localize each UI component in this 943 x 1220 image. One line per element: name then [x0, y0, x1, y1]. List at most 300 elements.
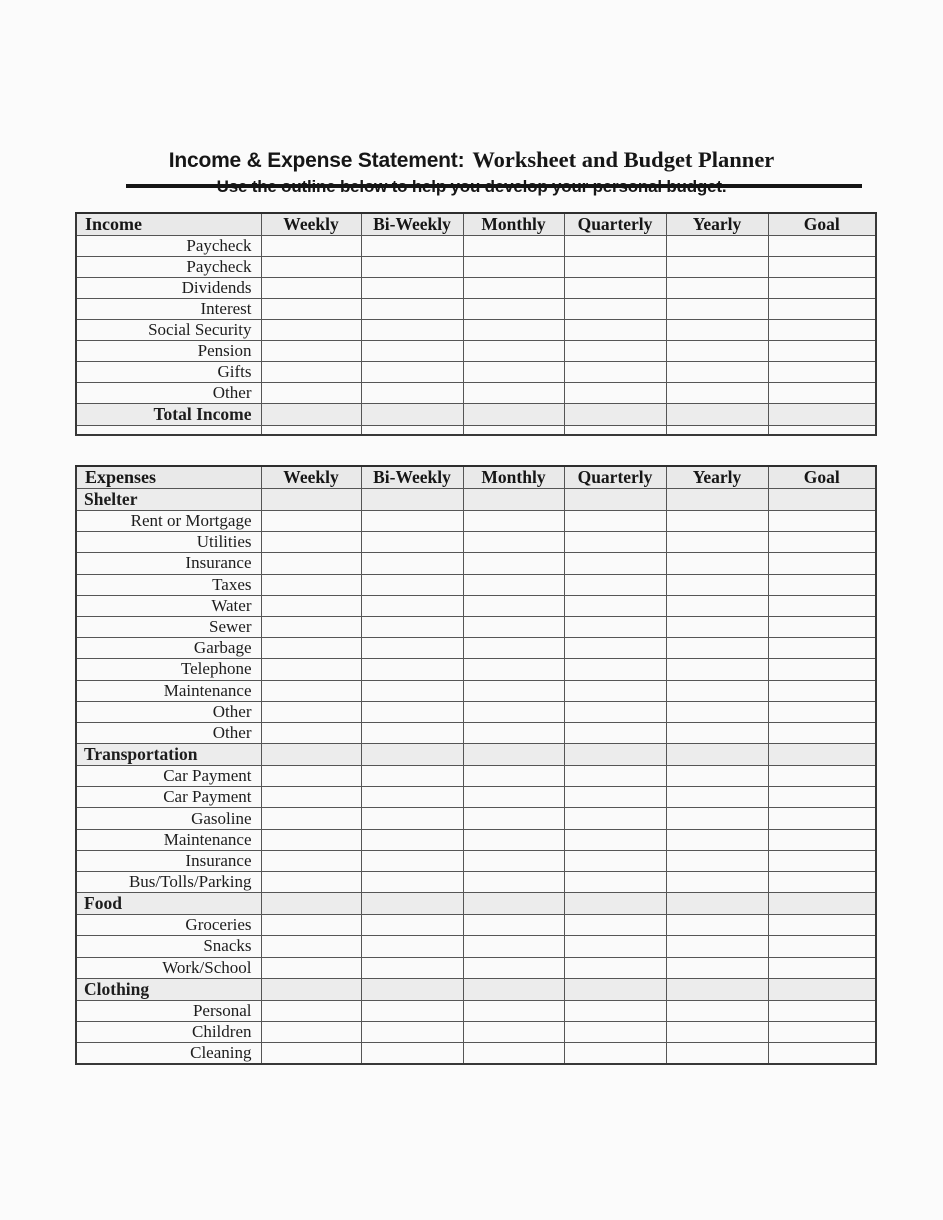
- value-cell-weekly: [261, 299, 361, 320]
- value-cell-monthly: [463, 808, 564, 829]
- value-cell-yearly: [666, 1021, 768, 1042]
- value-cell-bi-weekly: [361, 574, 463, 595]
- value-cell-monthly: [463, 236, 564, 257]
- column-header-yearly: Yearly: [666, 213, 768, 236]
- value-cell-yearly: [666, 404, 768, 426]
- row-label: Utilities: [76, 532, 261, 553]
- row-label: Total Income: [76, 404, 261, 426]
- value-cell-goal: [768, 362, 876, 383]
- value-cell-yearly: [666, 278, 768, 299]
- value-cell-goal: [768, 680, 876, 701]
- value-cell-quarterly: [564, 278, 666, 299]
- row-label: Paycheck: [76, 236, 261, 257]
- value-cell-goal: [768, 872, 876, 893]
- value-cell-goal: [768, 829, 876, 850]
- row-label: Children: [76, 1021, 261, 1042]
- page-title-primary: Income & Expense Statement:: [168, 149, 465, 172]
- value-cell-goal: [768, 1021, 876, 1042]
- value-cell-yearly: [666, 489, 768, 511]
- value-cell-quarterly: [564, 532, 666, 553]
- value-cell-weekly: [261, 341, 361, 362]
- value-cell-weekly: [261, 532, 361, 553]
- value-cell-monthly: [463, 701, 564, 722]
- value-cell-yearly: [666, 511, 768, 532]
- value-cell-bi-weekly: [361, 850, 463, 871]
- value-cell-goal: [768, 553, 876, 574]
- value-cell-bi-weekly: [361, 320, 463, 341]
- value-cell-monthly: [463, 766, 564, 787]
- value-cell-yearly: [666, 680, 768, 701]
- value-cell-goal: [768, 236, 876, 257]
- value-cell-monthly: [463, 532, 564, 553]
- row-label: Telephone: [76, 659, 261, 680]
- value-cell-quarterly: [564, 893, 666, 915]
- value-cell-quarterly: [564, 362, 666, 383]
- value-cell-yearly: [666, 299, 768, 320]
- value-cell-goal: [768, 299, 876, 320]
- value-cell-goal: [768, 426, 876, 435]
- value-cell-weekly: [261, 659, 361, 680]
- value-cell-goal: [768, 574, 876, 595]
- value-cell-yearly: [666, 362, 768, 383]
- value-cell-yearly: [666, 722, 768, 743]
- value-cell-yearly: [666, 1043, 768, 1065]
- value-cell-yearly: [666, 659, 768, 680]
- value-cell-bi-weekly: [361, 553, 463, 574]
- value-cell-weekly: [261, 722, 361, 743]
- expenses-row-9-maintenance: [76, 680, 876, 701]
- value-cell-yearly: [666, 915, 768, 936]
- value-cell-goal: [768, 915, 876, 936]
- value-cell-monthly: [463, 616, 564, 637]
- value-cell-weekly: [261, 278, 361, 299]
- value-cell-bi-weekly: [361, 808, 463, 829]
- value-cell-weekly: [261, 511, 361, 532]
- value-cell-goal: [768, 893, 876, 915]
- value-cell-goal: [768, 1000, 876, 1021]
- value-cell-weekly: [261, 1000, 361, 1021]
- value-cell-goal: [768, 638, 876, 659]
- value-cell-weekly: [261, 362, 361, 383]
- value-cell-quarterly: [564, 638, 666, 659]
- expenses-row-13-car-payment: [76, 766, 876, 787]
- value-cell-yearly: [666, 936, 768, 957]
- value-cell-quarterly: [564, 850, 666, 871]
- value-cell-bi-weekly: [361, 532, 463, 553]
- row-label: Water: [76, 595, 261, 616]
- expenses-row-0-shelter: [76, 489, 876, 511]
- value-cell-yearly: [666, 595, 768, 616]
- value-cell-bi-weekly: [361, 978, 463, 1000]
- value-cell-monthly: [463, 978, 564, 1000]
- expenses-row-24-personal: [76, 1000, 876, 1021]
- expenses-row-2-utilities: [76, 532, 876, 553]
- value-cell-goal: [768, 257, 876, 278]
- value-cell-quarterly: [564, 426, 666, 435]
- value-cell-bi-weekly: [361, 744, 463, 766]
- row-label: Shelter: [76, 489, 261, 511]
- row-label: Other: [76, 722, 261, 743]
- expenses-row-3-insurance: [76, 553, 876, 574]
- value-cell-quarterly: [564, 511, 666, 532]
- value-cell-yearly: [666, 872, 768, 893]
- value-cell-quarterly: [564, 299, 666, 320]
- value-cell-monthly: [463, 722, 564, 743]
- value-cell-weekly: [261, 404, 361, 426]
- value-cell-yearly: [666, 236, 768, 257]
- value-cell-weekly: [261, 489, 361, 511]
- expenses-row-19-food: [76, 893, 876, 915]
- value-cell-monthly: [463, 595, 564, 616]
- value-cell-goal: [768, 1043, 876, 1065]
- column-header-quarterly: Quarterly: [564, 466, 666, 489]
- income-row-5-pension: [76, 341, 876, 362]
- value-cell-weekly: [261, 320, 361, 341]
- value-cell-yearly: [666, 574, 768, 595]
- page-title-secondary: Worksheet and Budget Planner: [472, 147, 775, 172]
- income-row-0-paycheck: [76, 236, 876, 257]
- row-label: Bus/Tolls/Parking: [76, 872, 261, 893]
- value-cell-quarterly: [564, 616, 666, 637]
- income-header-row: [76, 213, 876, 236]
- value-cell-weekly: [261, 595, 361, 616]
- value-cell-quarterly: [564, 659, 666, 680]
- value-cell-yearly: [666, 1000, 768, 1021]
- expenses-row-7-garbage: [76, 638, 876, 659]
- row-label: Car Payment: [76, 787, 261, 808]
- income-row-4-social-security: [76, 320, 876, 341]
- value-cell-quarterly: [564, 915, 666, 936]
- value-cell-yearly: [666, 850, 768, 871]
- value-cell-yearly: [666, 320, 768, 341]
- row-label: Insurance: [76, 553, 261, 574]
- row-label: Gasoline: [76, 808, 261, 829]
- value-cell-goal: [768, 404, 876, 426]
- value-cell-weekly: [261, 915, 361, 936]
- value-cell-monthly: [463, 957, 564, 978]
- value-cell-weekly: [261, 829, 361, 850]
- expenses-row-26-cleaning: [76, 1043, 876, 1065]
- value-cell-quarterly: [564, 722, 666, 743]
- value-cell-quarterly: [564, 1000, 666, 1021]
- value-cell-weekly: [261, 1021, 361, 1042]
- row-label: Interest: [76, 299, 261, 320]
- value-cell-monthly: [463, 257, 564, 278]
- value-cell-weekly: [261, 257, 361, 278]
- value-cell-yearly: [666, 957, 768, 978]
- value-cell-bi-weekly: [361, 383, 463, 404]
- value-cell-goal: [768, 341, 876, 362]
- value-cell-quarterly: [564, 383, 666, 404]
- value-cell-monthly: [463, 383, 564, 404]
- value-cell-quarterly: [564, 766, 666, 787]
- value-cell-quarterly: [564, 574, 666, 595]
- value-cell-weekly: [261, 893, 361, 915]
- value-cell-monthly: [463, 553, 564, 574]
- value-cell-yearly: [666, 808, 768, 829]
- column-header-weekly: Weekly: [261, 466, 361, 489]
- value-cell-monthly: [463, 362, 564, 383]
- income-table: [75, 212, 877, 436]
- value-cell-bi-weekly: [361, 511, 463, 532]
- value-cell-monthly: [463, 341, 564, 362]
- value-cell-quarterly: [564, 978, 666, 1000]
- value-cell-bi-weekly: [361, 766, 463, 787]
- row-label: Maintenance: [76, 680, 261, 701]
- expenses-row-18-bus-tolls-parking: [76, 872, 876, 893]
- value-cell-goal: [768, 978, 876, 1000]
- value-cell-weekly: [261, 978, 361, 1000]
- column-header-yearly: Yearly: [666, 466, 768, 489]
- value-cell-yearly: [666, 744, 768, 766]
- row-label: Car Payment: [76, 766, 261, 787]
- value-cell-bi-weekly: [361, 915, 463, 936]
- value-cell-monthly: [463, 1021, 564, 1042]
- value-cell-weekly: [261, 872, 361, 893]
- expenses-table: [75, 465, 877, 1065]
- value-cell-bi-weekly: [361, 893, 463, 915]
- value-cell-yearly: [666, 978, 768, 1000]
- value-cell-weekly: [261, 426, 361, 435]
- row-label: Other: [76, 383, 261, 404]
- value-cell-weekly: [261, 553, 361, 574]
- value-cell-bi-weekly: [361, 278, 463, 299]
- value-cell-weekly: [261, 574, 361, 595]
- value-cell-bi-weekly: [361, 362, 463, 383]
- value-cell-goal: [768, 616, 876, 637]
- value-cell-weekly: [261, 936, 361, 957]
- row-label: Cleaning: [76, 1043, 261, 1065]
- expenses-row-6-sewer: [76, 616, 876, 637]
- value-cell-goal: [768, 722, 876, 743]
- expenses-row-20-groceries: [76, 915, 876, 936]
- row-label: Snacks: [76, 936, 261, 957]
- row-label: Transportation: [76, 744, 261, 766]
- value-cell-weekly: [261, 638, 361, 659]
- income-row-1-paycheck: [76, 257, 876, 278]
- row-label: Dividends: [76, 278, 261, 299]
- value-cell-yearly: [666, 766, 768, 787]
- value-cell-yearly: [666, 383, 768, 404]
- value-cell-monthly: [463, 1000, 564, 1021]
- column-header-monthly: Monthly: [463, 466, 564, 489]
- value-cell-quarterly: [564, 701, 666, 722]
- value-cell-bi-weekly: [361, 1043, 463, 1065]
- expenses-row-21-snacks: [76, 936, 876, 957]
- value-cell-quarterly: [564, 680, 666, 701]
- value-cell-bi-weekly: [361, 872, 463, 893]
- column-header-bi-weekly: Bi-Weekly: [361, 466, 463, 489]
- expenses-row-5-water: [76, 595, 876, 616]
- row-label: [76, 426, 261, 435]
- column-header-weekly: Weekly: [261, 213, 361, 236]
- value-cell-goal: [768, 511, 876, 532]
- value-cell-monthly: [463, 426, 564, 435]
- income-row-7-other: [76, 383, 876, 404]
- page-title: [0, 138, 943, 175]
- value-cell-monthly: [463, 638, 564, 659]
- value-cell-yearly: [666, 426, 768, 435]
- value-cell-goal: [768, 766, 876, 787]
- value-cell-goal: [768, 936, 876, 957]
- value-cell-quarterly: [564, 829, 666, 850]
- income-row-8-total-income: [76, 404, 876, 426]
- expenses-row-10-other: [76, 701, 876, 722]
- value-cell-bi-weekly: [361, 426, 463, 435]
- row-label: Social Security: [76, 320, 261, 341]
- expenses-row-15-gasoline: [76, 808, 876, 829]
- row-label: Insurance: [76, 850, 261, 871]
- value-cell-bi-weekly: [361, 787, 463, 808]
- value-cell-quarterly: [564, 320, 666, 341]
- row-label: Clothing: [76, 978, 261, 1000]
- value-cell-bi-weekly: [361, 638, 463, 659]
- value-cell-weekly: [261, 808, 361, 829]
- income-row-3-interest: [76, 299, 876, 320]
- value-cell-bi-weekly: [361, 936, 463, 957]
- value-cell-yearly: [666, 829, 768, 850]
- row-label: Taxes: [76, 574, 261, 595]
- column-header-goal: Goal: [768, 213, 876, 236]
- value-cell-yearly: [666, 341, 768, 362]
- value-cell-quarterly: [564, 957, 666, 978]
- value-cell-goal: [768, 701, 876, 722]
- value-cell-weekly: [261, 957, 361, 978]
- value-cell-quarterly: [564, 808, 666, 829]
- value-cell-bi-weekly: [361, 595, 463, 616]
- column-header-goal: Goal: [768, 466, 876, 489]
- expenses-table-section-header-label: Expenses: [76, 466, 261, 489]
- value-cell-goal: [768, 532, 876, 553]
- expenses-row-14-car-payment: [76, 787, 876, 808]
- value-cell-bi-weekly: [361, 299, 463, 320]
- value-cell-goal: [768, 278, 876, 299]
- value-cell-quarterly: [564, 553, 666, 574]
- row-label: Sewer: [76, 616, 261, 637]
- value-cell-goal: [768, 383, 876, 404]
- value-cell-weekly: [261, 787, 361, 808]
- value-cell-monthly: [463, 872, 564, 893]
- value-cell-bi-weekly: [361, 404, 463, 426]
- value-cell-bi-weekly: [361, 257, 463, 278]
- row-label: Rent or Mortgage: [76, 511, 261, 532]
- value-cell-weekly: [261, 1043, 361, 1065]
- value-cell-bi-weekly: [361, 701, 463, 722]
- column-header-bi-weekly: Bi-Weekly: [361, 213, 463, 236]
- value-cell-bi-weekly: [361, 616, 463, 637]
- expenses-row-11-other: [76, 722, 876, 743]
- row-label: Paycheck: [76, 257, 261, 278]
- value-cell-bi-weekly: [361, 680, 463, 701]
- row-label: Food: [76, 893, 261, 915]
- value-cell-quarterly: [564, 236, 666, 257]
- value-cell-weekly: [261, 850, 361, 871]
- income-table-section-header-label: Income: [76, 213, 261, 236]
- value-cell-monthly: [463, 829, 564, 850]
- expenses-row-17-insurance: [76, 850, 876, 871]
- title-underline-rule: [126, 184, 862, 188]
- value-cell-monthly: [463, 744, 564, 766]
- expenses-row-12-transportation: [76, 744, 876, 766]
- value-cell-monthly: [463, 893, 564, 915]
- value-cell-bi-weekly: [361, 1021, 463, 1042]
- expenses-header-row: [76, 466, 876, 489]
- value-cell-quarterly: [564, 404, 666, 426]
- value-cell-yearly: [666, 701, 768, 722]
- value-cell-monthly: [463, 915, 564, 936]
- value-cell-weekly: [261, 616, 361, 637]
- value-cell-weekly: [261, 680, 361, 701]
- value-cell-bi-weekly: [361, 659, 463, 680]
- value-cell-quarterly: [564, 257, 666, 278]
- row-label: Groceries: [76, 915, 261, 936]
- value-cell-bi-weekly: [361, 829, 463, 850]
- value-cell-monthly: [463, 404, 564, 426]
- value-cell-yearly: [666, 553, 768, 574]
- value-cell-quarterly: [564, 1043, 666, 1065]
- expenses-row-22-work-school: [76, 957, 876, 978]
- value-cell-bi-weekly: [361, 1000, 463, 1021]
- value-cell-goal: [768, 489, 876, 511]
- value-cell-monthly: [463, 936, 564, 957]
- value-cell-yearly: [666, 532, 768, 553]
- value-cell-yearly: [666, 257, 768, 278]
- value-cell-goal: [768, 744, 876, 766]
- income-row-6-gifts: [76, 362, 876, 383]
- value-cell-monthly: [463, 1043, 564, 1065]
- value-cell-goal: [768, 320, 876, 341]
- row-label: Other: [76, 701, 261, 722]
- row-label: Work/School: [76, 957, 261, 978]
- column-header-monthly: Monthly: [463, 213, 564, 236]
- value-cell-weekly: [261, 383, 361, 404]
- value-cell-bi-weekly: [361, 236, 463, 257]
- value-cell-weekly: [261, 236, 361, 257]
- row-label: Pension: [76, 341, 261, 362]
- value-cell-bi-weekly: [361, 489, 463, 511]
- expenses-row-16-maintenance: [76, 829, 876, 850]
- value-cell-goal: [768, 659, 876, 680]
- value-cell-quarterly: [564, 595, 666, 616]
- value-cell-quarterly: [564, 744, 666, 766]
- value-cell-monthly: [463, 574, 564, 595]
- value-cell-quarterly: [564, 936, 666, 957]
- value-cell-goal: [768, 787, 876, 808]
- value-cell-monthly: [463, 659, 564, 680]
- value-cell-monthly: [463, 320, 564, 341]
- value-cell-bi-weekly: [361, 341, 463, 362]
- row-label: Gifts: [76, 362, 261, 383]
- row-label: Personal: [76, 1000, 261, 1021]
- value-cell-yearly: [666, 787, 768, 808]
- value-cell-goal: [768, 850, 876, 871]
- value-cell-goal: [768, 595, 876, 616]
- value-cell-quarterly: [564, 1021, 666, 1042]
- value-cell-quarterly: [564, 787, 666, 808]
- value-cell-yearly: [666, 638, 768, 659]
- value-cell-monthly: [463, 489, 564, 511]
- row-label: Maintenance: [76, 829, 261, 850]
- value-cell-quarterly: [564, 489, 666, 511]
- value-cell-monthly: [463, 680, 564, 701]
- value-cell-weekly: [261, 744, 361, 766]
- value-cell-monthly: [463, 787, 564, 808]
- expenses-row-8-telephone: [76, 659, 876, 680]
- value-cell-goal: [768, 808, 876, 829]
- value-cell-bi-weekly: [361, 722, 463, 743]
- value-cell-weekly: [261, 766, 361, 787]
- expenses-row-23-clothing: [76, 978, 876, 1000]
